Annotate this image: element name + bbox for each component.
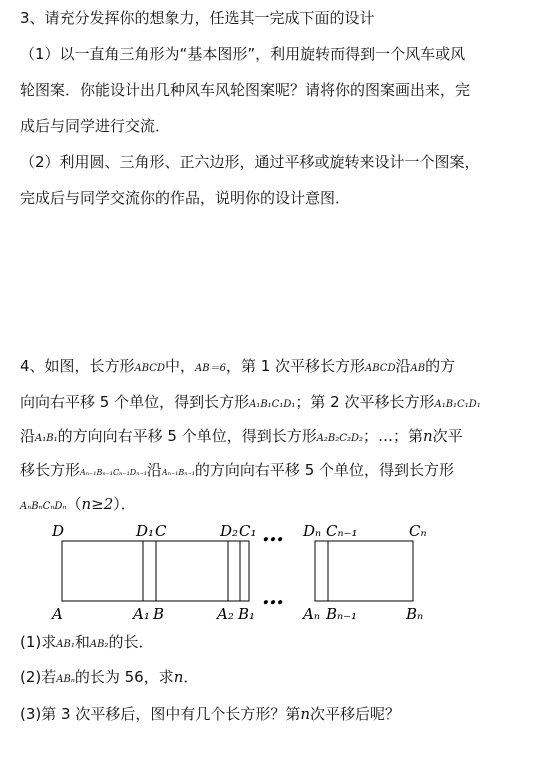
q4-text: 的长． <box>108 633 154 651</box>
label-A1: A₁ <box>133 605 150 623</box>
q4-text: (1)求 <box>20 633 57 651</box>
segment-ab: AB <box>410 363 426 374</box>
rect-abcd-label: ABCD <box>134 363 165 374</box>
var-n: n <box>423 427 433 445</box>
label-D2: D₂ <box>220 522 239 540</box>
q4-text: 沿 <box>20 427 36 445</box>
var-n: n <box>300 705 311 723</box>
q4-line3 <box>20 426 463 449</box>
q4-sub1 <box>20 632 153 655</box>
label-Bn: Bₙ <box>406 605 424 623</box>
q4-text: （ <box>66 495 82 513</box>
label-C: C <box>155 522 167 540</box>
q3-part1-line2: 轮图案．你能设计出几种风车风轮图案呢？请将你的图案画出来，完 <box>20 81 471 99</box>
q4-text: 4、如图，长方形 <box>20 357 135 375</box>
q4-text: ． <box>183 668 199 686</box>
q4-text: 的方向向右平移 5 个单位，得到长方形 <box>194 461 455 479</box>
rect-an1-label: Aₙ₋₁Bₙ₋₁Cₙ₋₁Dₙ₋₁ <box>80 468 147 477</box>
label-Cn1: Cₙ₋₁ <box>326 522 358 540</box>
q4-line4 <box>20 460 454 483</box>
ab-equals: AB＝6 <box>195 363 226 374</box>
label-D1: D₁ <box>136 522 155 540</box>
q4-text: 沿 <box>146 461 162 479</box>
q4-line5 <box>20 494 136 517</box>
segment-abn: ABₙ <box>56 674 75 685</box>
rect-a1b1c1d1-label: A₁B₁C₁D₁ <box>249 399 296 410</box>
q4-sub3 <box>20 704 400 724</box>
q4-text: ）． <box>113 495 136 513</box>
label-C1: C₁ <box>239 522 257 540</box>
q4-text: ；第 2 次平移长方形 <box>295 393 435 411</box>
rect-a1b1c1d1-label: A₁B₁C₁D₁ <box>434 399 481 410</box>
q4-text: 的方 <box>425 357 456 375</box>
label-B1: B₁ <box>238 605 256 623</box>
label-Dn: Dₙ <box>303 522 322 540</box>
label-D: D <box>52 522 65 540</box>
q3-part2-line1: （2）利用圆、三角形、正六边形，通过平移或旋转来设计一个图案， <box>20 153 480 171</box>
label-A2: A₂ <box>217 605 234 623</box>
q4-text: 的方向向右平移 5 个单位，得到长方形 <box>57 427 317 445</box>
n-condition: n≥2 <box>81 495 114 513</box>
rect-a2b2c2d2-label: A₂B₂C₂D₂ <box>316 433 363 444</box>
segment-ab1: AB₁ <box>56 639 75 650</box>
var-n: n <box>173 668 184 686</box>
q4-text: 中， <box>164 357 195 375</box>
translation-figure <box>0 516 551 626</box>
segment-ab2: AB₂ <box>89 639 109 650</box>
segment-an1bn1: Aₙ₋₁Bₙ₋₁ <box>161 468 195 477</box>
q4-sub2 <box>20 667 198 690</box>
q3-part1-line3: 成后与同学进行交流． <box>20 117 171 135</box>
q4-text: (3)第 3 次平移后，图中有几个长方形？第 <box>20 705 301 723</box>
q4-line1 <box>20 356 455 379</box>
label-A: A <box>52 605 63 623</box>
q4-text: 和 <box>74 633 90 651</box>
q4-text: 沿 <box>395 357 411 375</box>
ellipsis-bottom: … <box>262 584 284 610</box>
q4-text: ，第 1 次平移长方形 <box>225 357 366 375</box>
q4-text: (2)若 <box>20 668 57 686</box>
q4-line2 <box>20 392 481 415</box>
rect-anbncndn-label: AₙBₙCₙDₙ <box>20 501 67 512</box>
q4-text: 次平移后呢？ <box>310 705 401 723</box>
label-An: Aₙ <box>303 605 320 623</box>
q3-part2-line2: 完成后与同学交流你的作品，说明你的设计意图． <box>20 189 351 207</box>
label-Bn1: Bₙ₋₁ <box>326 605 358 623</box>
q4-text: 向向右平移 5 个单位，得到长方形 <box>20 393 250 411</box>
rect-abcd-label: ABCD <box>365 363 396 374</box>
q3-part1-line1: （1）以一直角三角形为“基本图形”，利用旋转而得到一个风车或风 <box>20 45 466 63</box>
q4-text: 的长为 56，求 <box>74 668 174 686</box>
q3-heading: 3、请充分发挥你的想象力，任选其一完成下面的设计 <box>20 9 375 27</box>
ellipsis-top: … <box>262 521 284 547</box>
label-B: B <box>153 605 165 623</box>
q4-text: 次平 <box>432 427 463 445</box>
q4-text: 移长方形 <box>20 461 81 479</box>
q4-text: ；…；第 <box>362 427 423 445</box>
segment-a1b1: A₁B₁ <box>35 433 58 444</box>
rect-main-right <box>315 541 413 601</box>
label-Cn: Cₙ <box>409 522 427 540</box>
